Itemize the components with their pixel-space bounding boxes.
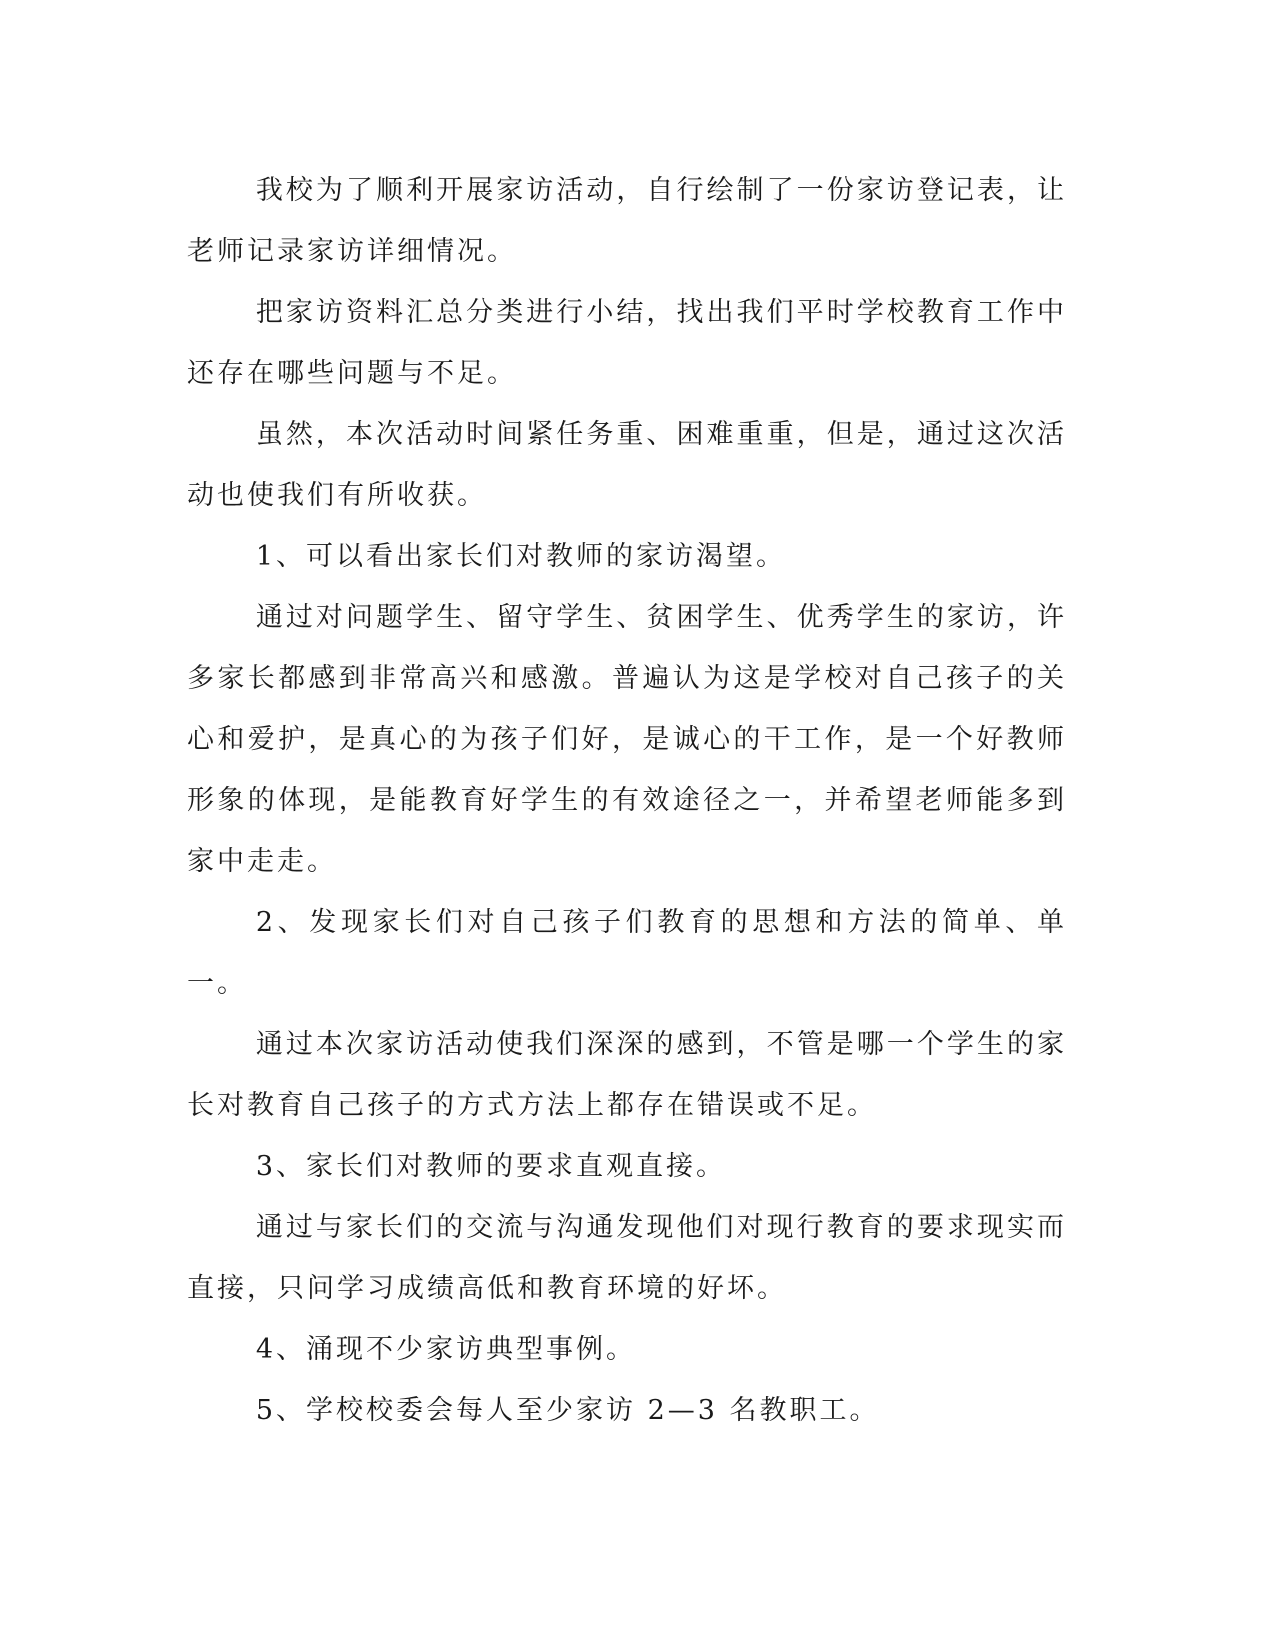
paragraph-2: 把家访资料汇总分类进行小结，找出我们平时学校教育工作中还存在哪些问题与不足。 [187,297,1067,389]
paragraph-11: 5、学校校委会每人至少家访 2—3 名教职工。 [255,1395,880,1426]
paragraph-7: 通过本次家访活动使我们深深的感到，不管是哪一个学生的家长对教育自己孩子的方式方法上都存在错误或不足。 [187,1029,1067,1121]
paragraph-9: 通过与家长们的交流与沟通发现他们对现行教育的要求现实而直接，只问学习成绩高低和教育环境的好坏。 [187,1212,1067,1304]
paragraph-6: 2、发现家长们对自己孩子们教育的思想和方法的简单、单一。 [187,907,1067,999]
paragraph-4: 1、可以看出家长们对教师的家访渴望。 [255,541,787,572]
paragraph-1: 我校为了顺利开展家访活动，自行绘制了一份家访登记表，让老师记录家访详细情况。 [187,175,1067,267]
paragraph-10: 4、涌现不少家访典型事例。 [255,1334,637,1365]
paragraph-5: 通过对问题学生、留守学生、贫困学生、优秀学生的家访，许多家长都感到非常高兴和感激。普遍认为这是学校对自己孩子的关心和爱护，是真心的为孩子们好，是诚心的干工作，是一个好教师形象的体现，是能教育好学生的有效途径之一，并希望老师能多到家中走走。 [187,602,1067,877]
document-body [187,160,1067,1441]
paragraph-3: 虽然，本次活动时间紧任务重、困难重重，但是，通过这次活动也使我们有所收获。 [187,419,1067,511]
paragraph-8: 3、家长们对教师的要求直观直接。 [255,1151,727,1182]
